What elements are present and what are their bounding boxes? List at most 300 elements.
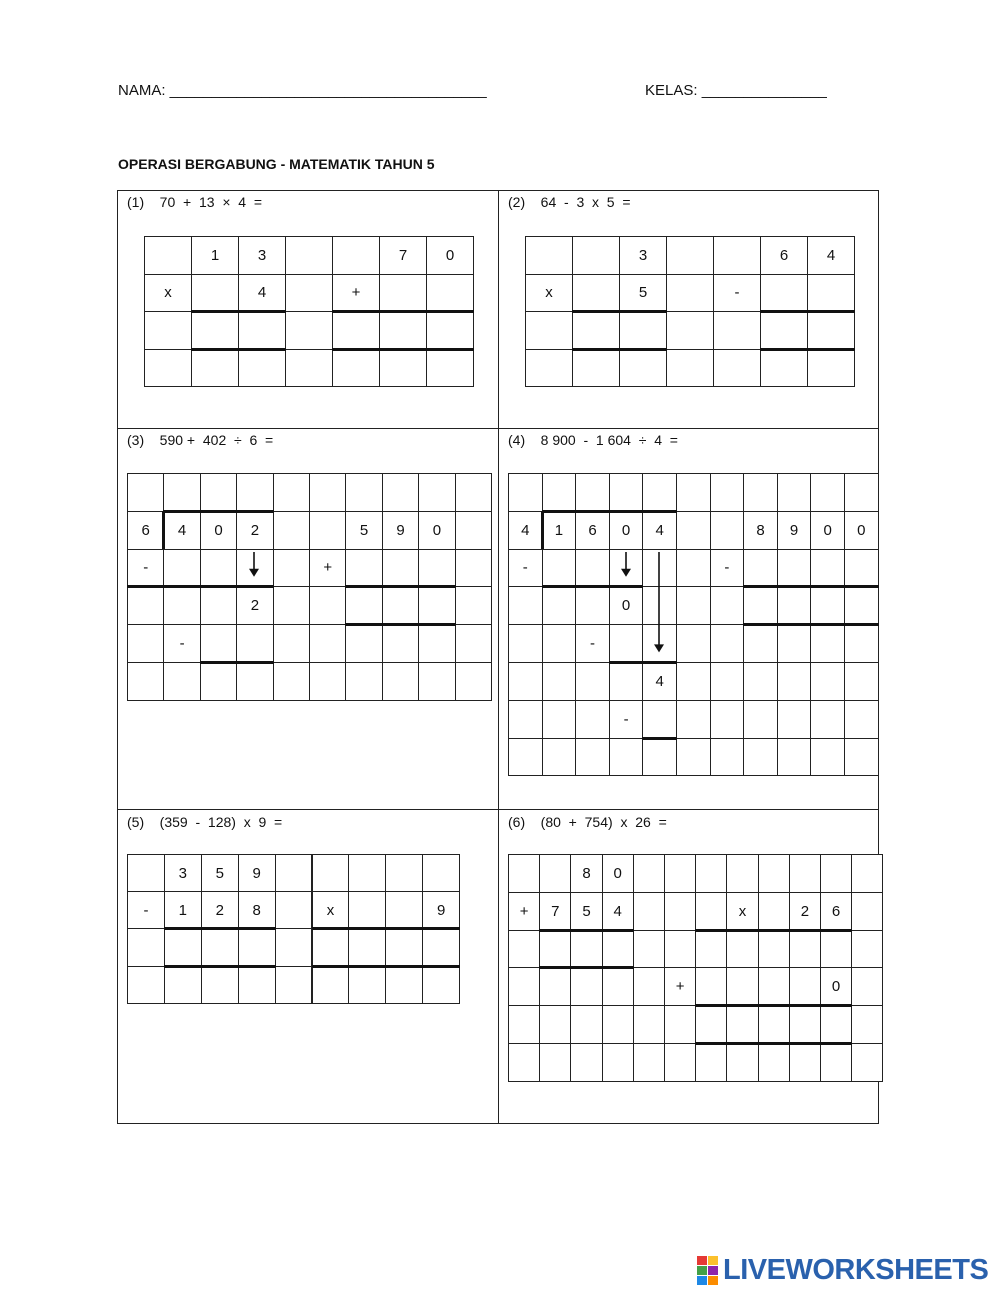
grid-cell[interactable]	[844, 662, 879, 701]
grid-cell[interactable]	[602, 1043, 634, 1082]
grid-cell[interactable]	[575, 549, 610, 588]
grid-cell[interactable]	[572, 236, 620, 275]
grid-cell[interactable]	[348, 928, 386, 966]
grid-cell[interactable]	[345, 473, 382, 512]
grid-cell[interactable]	[633, 1005, 665, 1044]
grid-cell[interactable]	[164, 966, 202, 1004]
grid-cell[interactable]	[710, 511, 745, 550]
grid-cell[interactable]	[609, 738, 644, 777]
grid-cell[interactable]	[345, 586, 382, 625]
grid-cell[interactable]	[273, 473, 310, 512]
grid-cell[interactable]	[777, 738, 812, 777]
answer-line	[332, 310, 474, 313]
grid-cell[interactable]	[236, 662, 273, 701]
bring-down-arrow-icon	[652, 552, 666, 654]
grid-cell[interactable]	[508, 586, 543, 625]
grid-cell[interactable]	[676, 662, 711, 701]
grid-cell[interactable]	[418, 662, 455, 701]
grid-cell: 0	[602, 854, 634, 893]
grid-cell[interactable]	[385, 928, 423, 966]
grid-cell[interactable]	[726, 1005, 758, 1044]
grid-cell[interactable]	[238, 349, 286, 388]
grid-cell[interactable]	[633, 930, 665, 969]
answer-line	[345, 623, 455, 626]
question-1-label: (1) 70 + 13 × 4 =	[127, 194, 263, 210]
grid-cell[interactable]	[200, 586, 237, 625]
grid-cell[interactable]	[426, 311, 474, 350]
grid-cell[interactable]	[575, 586, 610, 625]
grid-cell[interactable]	[633, 967, 665, 1006]
grid-cell[interactable]	[345, 662, 382, 701]
grid-cell[interactable]	[273, 662, 310, 701]
grid-cell[interactable]	[455, 549, 492, 588]
grid-cell[interactable]	[642, 473, 677, 512]
grid-cell[interactable]	[508, 854, 540, 893]
grid-cell[interactable]	[163, 662, 200, 701]
grid-cell: 6	[575, 511, 610, 550]
grid-cell[interactable]	[810, 700, 845, 739]
grid-cell[interactable]	[666, 274, 714, 313]
grid-cell: 4	[642, 662, 677, 701]
grid-cell[interactable]	[666, 349, 714, 388]
grid-cell[interactable]	[455, 511, 492, 550]
grid-cell[interactable]	[777, 473, 812, 512]
grid-cell[interactable]	[379, 274, 427, 313]
grid-cell[interactable]	[743, 473, 778, 512]
grid-cell[interactable]	[508, 473, 543, 512]
grid-cell[interactable]	[385, 891, 423, 929]
answer-line	[191, 348, 286, 351]
grid-cell[interactable]	[851, 1005, 883, 1044]
grid-cell[interactable]	[602, 967, 634, 1006]
grid-cell[interactable]	[676, 700, 711, 739]
grid-cell[interactable]	[743, 700, 778, 739]
grid-cell[interactable]	[285, 236, 333, 275]
grid-cell[interactable]	[572, 349, 620, 388]
grid-cell[interactable]	[570, 1043, 602, 1082]
grid-cell[interactable]	[382, 586, 419, 625]
grid-cell[interactable]	[191, 274, 239, 313]
grid-cell[interactable]	[695, 892, 727, 931]
grid-cell[interactable]	[844, 586, 879, 625]
grid-cell: 4	[508, 511, 543, 550]
grid-cell[interactable]	[758, 854, 790, 893]
grid-cell: 3	[619, 236, 667, 275]
grid-cell[interactable]	[127, 473, 164, 512]
grid-cell[interactable]	[777, 586, 812, 625]
grid-cell[interactable]	[758, 967, 790, 1006]
grid-cell[interactable]	[810, 586, 845, 625]
grid-cell[interactable]	[422, 854, 460, 892]
grid-cell: 8	[570, 854, 602, 893]
grid-cell[interactable]	[743, 662, 778, 701]
grid-cell: 9	[238, 854, 276, 892]
grid-cell[interactable]	[312, 928, 350, 966]
grid-cell[interactable]	[348, 966, 386, 1004]
grid-cell[interactable]	[508, 930, 540, 969]
grid-cell[interactable]	[144, 311, 192, 350]
grid-cell[interactable]	[609, 624, 644, 663]
grid-cell: 5	[619, 274, 667, 313]
grid-cell[interactable]	[127, 854, 165, 892]
grid-cell[interactable]	[726, 854, 758, 893]
grid-cell[interactable]	[676, 473, 711, 512]
grid-cell[interactable]	[275, 966, 313, 1004]
grid-cell[interactable]	[508, 700, 543, 739]
grid-cell: -	[163, 624, 200, 663]
grid-cell[interactable]	[575, 738, 610, 777]
grid-cell[interactable]	[312, 854, 350, 892]
grid-cell[interactable]	[713, 349, 761, 388]
grid-cell[interactable]	[422, 966, 460, 1004]
grid-cell[interactable]	[810, 738, 845, 777]
grid-cell[interactable]	[236, 473, 273, 512]
name-field-label: NAMA: ______________________________________	[118, 82, 487, 99]
grid-cell[interactable]	[844, 738, 879, 777]
grid-cell: 0	[200, 511, 237, 550]
grid-cell[interactable]	[726, 1043, 758, 1082]
grid-cell[interactable]	[820, 1005, 852, 1044]
grid-cell[interactable]	[508, 967, 540, 1006]
grid-cell[interactable]	[508, 662, 543, 701]
grid-cell[interactable]	[851, 930, 883, 969]
grid-cell[interactable]	[575, 473, 610, 512]
grid-cell: 4	[807, 236, 855, 275]
grid-cell[interactable]	[664, 1043, 696, 1082]
grid-cell[interactable]	[348, 854, 386, 892]
grid-cell[interactable]	[820, 930, 852, 969]
grid-cell[interactable]	[539, 854, 571, 893]
grid-cell[interactable]	[332, 311, 380, 350]
grid-cell[interactable]	[275, 854, 313, 892]
grid-cell[interactable]	[760, 349, 808, 388]
grid-cell[interactable]	[163, 473, 200, 512]
grid-cell[interactable]	[676, 511, 711, 550]
grid-cell: 6	[820, 892, 852, 931]
grid-cell[interactable]	[777, 624, 812, 663]
grid-cell[interactable]	[695, 967, 727, 1006]
grid-cell[interactable]	[726, 967, 758, 1006]
grid-cell[interactable]	[273, 624, 310, 663]
grid-cell[interactable]	[633, 892, 665, 931]
grid-cell[interactable]	[810, 473, 845, 512]
grid-cell[interactable]	[455, 473, 492, 512]
question-5-label: (5) (359 - 128) x 9 =	[127, 814, 283, 830]
grid-cell[interactable]	[633, 1043, 665, 1082]
answer-line	[200, 661, 274, 664]
answer-line	[312, 927, 461, 930]
grid-cell[interactable]	[455, 586, 492, 625]
grid-cell[interactable]	[542, 738, 577, 777]
grid-cell[interactable]	[575, 662, 610, 701]
grid-cell[interactable]	[127, 966, 165, 1004]
grid-cell[interactable]	[713, 236, 761, 275]
grid-cell[interactable]	[539, 1043, 571, 1082]
grid-cell[interactable]	[273, 586, 310, 625]
grid-cell[interactable]	[127, 928, 165, 966]
answer-line	[642, 737, 677, 740]
grid-cell[interactable]	[144, 349, 192, 388]
grid-cell[interactable]	[575, 700, 610, 739]
grid-cell[interactable]	[676, 624, 711, 663]
grid-cell[interactable]	[275, 891, 313, 929]
grid-cell[interactable]	[844, 549, 879, 588]
grid-cell[interactable]	[379, 311, 427, 350]
grid-cell: x	[312, 891, 350, 929]
grid-cell[interactable]	[789, 854, 821, 893]
grid-cell[interactable]	[743, 738, 778, 777]
grid-cell[interactable]	[664, 854, 696, 893]
grid-cell[interactable]	[385, 854, 423, 892]
grid-cell[interactable]	[642, 738, 677, 777]
grid-cell[interactable]	[844, 624, 879, 663]
grid-cell[interactable]	[602, 930, 634, 969]
grid-cell: 7	[379, 236, 427, 275]
grid-cell[interactable]	[789, 1043, 821, 1082]
grid-cell[interactable]	[609, 473, 644, 512]
answer-line	[542, 510, 677, 513]
grid-cell[interactable]	[525, 236, 573, 275]
grid-cell[interactable]	[238, 928, 276, 966]
grid-cell[interactable]	[807, 349, 855, 388]
answer-line	[312, 965, 461, 968]
grid-cell: 7	[539, 892, 571, 931]
grid-cell[interactable]	[743, 624, 778, 663]
grid-cell[interactable]	[743, 549, 778, 588]
grid-cell[interactable]	[789, 930, 821, 969]
grid-cell[interactable]	[570, 930, 602, 969]
grid-cell: 4	[238, 274, 286, 313]
row-divider-1	[117, 428, 879, 429]
grid-cell[interactable]	[345, 549, 382, 588]
grid-cell[interactable]	[851, 892, 883, 931]
grid-cell[interactable]	[382, 624, 419, 663]
grid-cell[interactable]	[666, 311, 714, 350]
grid-cell[interactable]	[200, 473, 237, 512]
grid-cell[interactable]	[777, 549, 812, 588]
grid-cell: -	[127, 891, 165, 929]
grid-cell[interactable]	[273, 549, 310, 588]
grid-cell[interactable]	[455, 624, 492, 663]
grid-cell[interactable]	[191, 349, 239, 388]
grid-cell[interactable]	[710, 586, 745, 625]
grid-cell[interactable]	[273, 511, 310, 550]
grid-cell[interactable]	[570, 967, 602, 1006]
grid-cell[interactable]	[844, 473, 879, 512]
grid-cell[interactable]	[285, 274, 333, 313]
grid-cell[interactable]	[789, 967, 821, 1006]
question-3-label: (3) 590 + 402 ÷ 6 =	[127, 432, 274, 448]
grid-cell: 1	[191, 236, 239, 275]
grid-cell[interactable]	[379, 349, 427, 388]
grid-cell[interactable]	[418, 624, 455, 663]
grid-cell[interactable]	[348, 891, 386, 929]
grid-cell[interactable]	[236, 624, 273, 663]
answer-line	[743, 623, 878, 626]
grid-cell[interactable]	[191, 311, 239, 350]
grid-cell[interactable]	[539, 930, 571, 969]
grid-cell[interactable]	[710, 662, 745, 701]
grid-cell[interactable]	[385, 966, 423, 1004]
grid-cell[interactable]	[200, 624, 237, 663]
grid-cell[interactable]	[695, 854, 727, 893]
grid-cell[interactable]	[695, 1043, 727, 1082]
grid-cell[interactable]	[309, 662, 346, 701]
grid-cell[interactable]	[810, 549, 845, 588]
grid-cell[interactable]	[758, 1005, 790, 1044]
grid-cell[interactable]	[666, 236, 714, 275]
grid-cell[interactable]	[345, 624, 382, 663]
grid-cell: -	[127, 549, 164, 588]
grid-cell[interactable]	[508, 624, 543, 663]
grid-cell[interactable]	[758, 892, 790, 931]
grid-cell[interactable]	[619, 349, 667, 388]
grid-cell[interactable]	[810, 624, 845, 663]
grid-cell[interactable]	[760, 311, 808, 350]
grid-cell[interactable]	[426, 274, 474, 313]
grid-cell[interactable]	[844, 700, 879, 739]
grid-cell[interactable]	[542, 549, 577, 588]
grid-cell[interactable]	[609, 662, 644, 701]
division-bracket	[162, 511, 165, 549]
question-4-label: (4) 8 900 - 1 604 ÷ 4 =	[508, 432, 678, 448]
grid-cell[interactable]	[127, 662, 164, 701]
grid-cell[interactable]	[309, 473, 346, 512]
grid-cell: 4	[602, 892, 634, 931]
grid-cell[interactable]	[570, 1005, 602, 1044]
grid-cell[interactable]	[382, 549, 419, 588]
grid-cell[interactable]	[572, 274, 620, 313]
grid-cell[interactable]	[275, 928, 313, 966]
grid-cell[interactable]	[542, 624, 577, 663]
grid-cell: +	[332, 274, 380, 313]
grid-cell[interactable]	[542, 700, 577, 739]
grid-cell[interactable]	[164, 928, 202, 966]
grid-cell[interactable]	[508, 738, 543, 777]
grid-cell[interactable]	[201, 928, 239, 966]
grid-cell[interactable]	[710, 473, 745, 512]
grid-cell: 4	[163, 511, 200, 550]
grid-cell[interactable]	[238, 311, 286, 350]
grid-cell[interactable]	[163, 586, 200, 625]
liveworksheets-brand: LIVEWORKSHEETS	[723, 1254, 989, 1286]
grid-cell[interactable]	[525, 311, 573, 350]
grid-cell[interactable]	[633, 854, 665, 893]
answer-line	[332, 348, 474, 351]
grid-cell[interactable]	[422, 928, 460, 966]
grid-cell[interactable]	[200, 662, 237, 701]
grid-cell[interactable]	[309, 511, 346, 550]
grid-cell[interactable]	[726, 930, 758, 969]
grid-cell: 0	[609, 511, 644, 550]
grid-cell[interactable]	[455, 662, 492, 701]
grid-cell[interactable]	[676, 549, 711, 588]
grid-cell[interactable]	[309, 586, 346, 625]
grid-cell[interactable]	[418, 586, 455, 625]
grid-cell[interactable]	[695, 930, 727, 969]
grid-cell[interactable]	[851, 1043, 883, 1082]
grid-cell[interactable]	[619, 311, 667, 350]
grid-cell[interactable]	[758, 1043, 790, 1082]
grid-cell[interactable]	[710, 624, 745, 663]
grid-cell[interactable]	[602, 1005, 634, 1044]
grid-cell[interactable]	[710, 738, 745, 777]
grid-cell[interactable]	[542, 473, 577, 512]
grid-cell[interactable]	[695, 1005, 727, 1044]
answer-line	[695, 1004, 852, 1007]
grid-cell[interactable]	[332, 349, 380, 388]
grid-cell[interactable]	[418, 473, 455, 512]
grid-cell[interactable]	[309, 624, 346, 663]
grid-cell[interactable]	[200, 549, 237, 588]
grid-cell[interactable]	[820, 854, 852, 893]
grid-cell[interactable]	[820, 1043, 852, 1082]
grid-cell[interactable]	[163, 549, 200, 588]
grid-cell[interactable]	[743, 586, 778, 625]
grid-cell[interactable]	[127, 586, 164, 625]
grid-cell[interactable]	[713, 311, 761, 350]
grid-cell[interactable]	[851, 967, 883, 1006]
grid-cell[interactable]	[676, 738, 711, 777]
grid-cell[interactable]	[664, 892, 696, 931]
grid-cell[interactable]	[201, 966, 239, 1004]
answer-line	[127, 585, 274, 588]
grid-cell[interactable]	[642, 700, 677, 739]
answer-line	[164, 965, 276, 968]
grid-cell: 9	[777, 511, 812, 550]
grid-cell[interactable]	[382, 662, 419, 701]
grid-cell[interactable]	[508, 1005, 540, 1044]
grid-cell[interactable]	[332, 236, 380, 275]
grid-cell[interactable]	[285, 349, 333, 388]
grid-cell[interactable]	[760, 274, 808, 313]
grid-cell[interactable]	[676, 586, 711, 625]
grid-cell[interactable]	[851, 854, 883, 893]
grid-cell[interactable]	[542, 662, 577, 701]
answer-line	[609, 661, 677, 664]
grid-cell[interactable]	[758, 930, 790, 969]
grid-cell[interactable]	[777, 700, 812, 739]
grid-cell[interactable]	[312, 966, 350, 1004]
grid-cell[interactable]	[542, 586, 577, 625]
grid-cell[interactable]	[789, 1005, 821, 1044]
grid-cell[interactable]	[426, 349, 474, 388]
grid-cell[interactable]	[572, 311, 620, 350]
answer-line	[572, 348, 667, 351]
grid-cell[interactable]	[285, 311, 333, 350]
answer-line	[539, 929, 634, 932]
grid-cell[interactable]	[539, 1005, 571, 1044]
grid-cell[interactable]	[238, 966, 276, 1004]
grid-cell[interactable]	[508, 1043, 540, 1082]
grid-cell[interactable]	[807, 274, 855, 313]
grid-cell[interactable]	[807, 311, 855, 350]
grid-cell[interactable]	[127, 624, 164, 663]
grid-cell[interactable]	[710, 700, 745, 739]
grid-cell[interactable]	[418, 549, 455, 588]
grid-cell[interactable]	[382, 473, 419, 512]
grid-cell[interactable]	[144, 236, 192, 275]
grid-cell[interactable]	[525, 349, 573, 388]
worksheet-title: OPERASI BERGABUNG - MATEMATIK TAHUN 5	[118, 156, 435, 172]
grid-cell[interactable]	[664, 1005, 696, 1044]
grid-cell[interactable]	[539, 967, 571, 1006]
grid-cell: 0	[844, 511, 879, 550]
grid-cell: 2	[236, 511, 273, 550]
grid-cell[interactable]	[810, 662, 845, 701]
grid-cell[interactable]	[777, 662, 812, 701]
grid-cell[interactable]	[664, 930, 696, 969]
